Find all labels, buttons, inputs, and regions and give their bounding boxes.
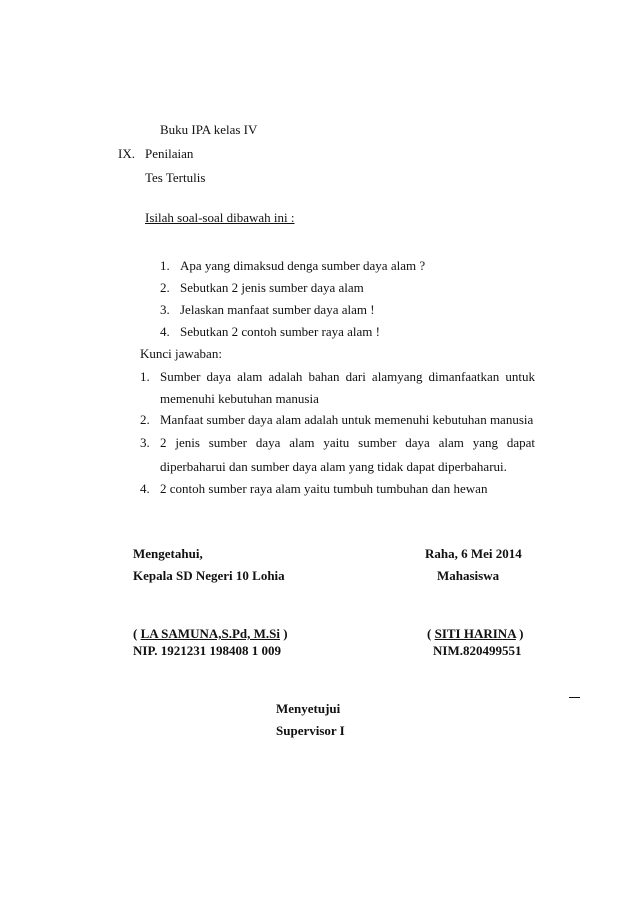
answer-key-title: Kunci jawaban:	[140, 346, 222, 361]
question-text: Sebutkan 2 jenis sumber daya alam	[180, 280, 364, 295]
student-position: Mahasiswa	[437, 568, 500, 583]
student-name: ( SITI HARINA )	[427, 626, 524, 641]
answer-text: Manfaat sumber daya alam adalah untuk memenuhi kebutuhan manusia	[160, 412, 534, 427]
principal-name: ( LA SAMUNA,S.Pd, M.Si )	[133, 626, 288, 641]
dash-mark	[569, 697, 580, 698]
supervisor-position: Supervisor I	[276, 723, 345, 738]
answer-text: 2 jenis sumber daya alam yaitu sumber daya alam yang dapat	[160, 435, 535, 450]
answer-text-continued: diperbaharui dan sumber daya alam yang tidak dapat diperbaharui.	[160, 459, 507, 474]
question-text: Apa yang dimaksud denga sumber daya alam ?	[180, 258, 426, 273]
question-number: 1.	[160, 258, 170, 273]
approved-label: Menyetujui	[276, 701, 341, 716]
answer-number: 2.	[140, 412, 150, 427]
answer-number: 1.	[140, 369, 150, 384]
principal-position: Kepala SD Negeri 10 Lohia	[133, 568, 285, 583]
answer-text: 2 contoh sumber raya alam yaitu tumbuh tumbuhan dan hewan	[160, 481, 488, 496]
place-date: Raha, 6 Mei 2014	[425, 546, 522, 561]
answer-text: Sumber daya alam adalah bahan dari alamyang dimanfaatkan untuk	[160, 369, 535, 384]
answer-number: 3.	[140, 435, 150, 450]
book-title: Buku IPA kelas IV	[160, 122, 258, 137]
acknowledged-label: Mengetahui,	[133, 546, 203, 561]
question-number: 3.	[160, 302, 170, 317]
principal-nip: NIP. 1921231 198408 1 009	[133, 643, 281, 658]
question-number: 4.	[160, 324, 170, 339]
section-number: IX.	[118, 146, 135, 161]
question-number: 2.	[160, 280, 170, 295]
question-text: Sebutkan 2 contoh sumber raya alam !	[180, 324, 380, 339]
answer-text-continued: memenuhi kebutuhan manusia	[160, 391, 319, 406]
subsection-title: Tes Tertulis	[145, 170, 206, 185]
section-title: Penilaian	[145, 146, 194, 161]
answer-number: 4.	[140, 481, 150, 496]
question-text: Jelaskan manfaat sumber daya alam !	[180, 302, 375, 317]
student-nim: NIM.820499551	[433, 643, 522, 658]
instruction-text: Isilah soal-soal dibawah ini :	[145, 210, 295, 225]
